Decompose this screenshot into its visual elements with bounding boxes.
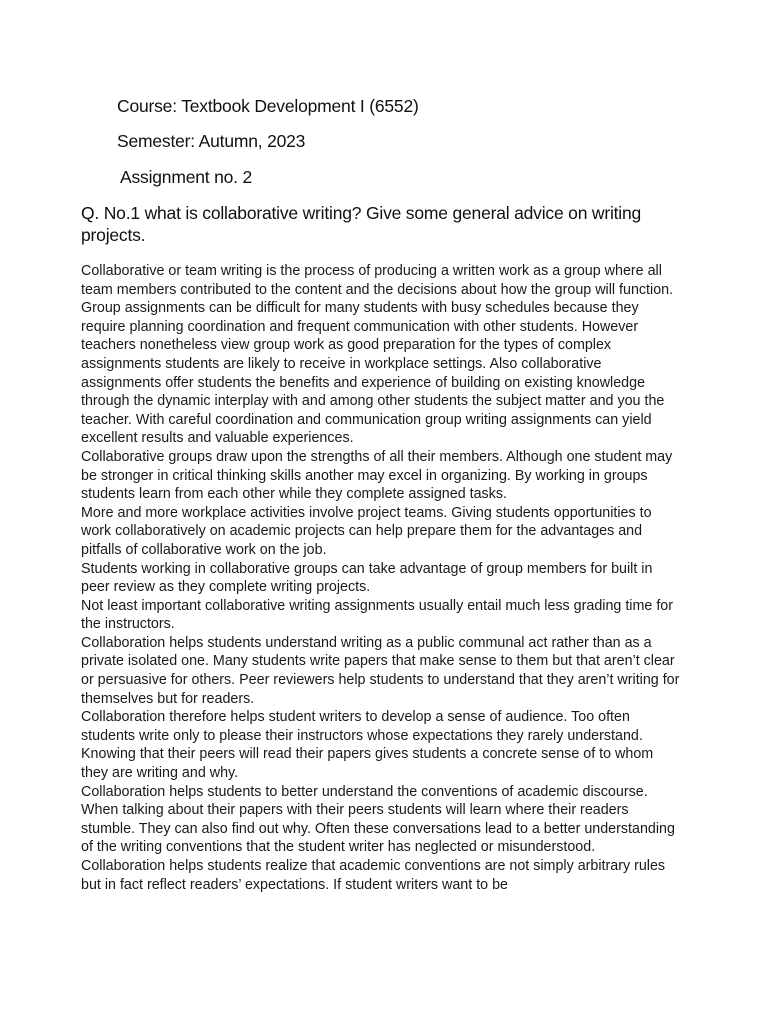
course-title: Course: Textbook Development I (6552) (117, 96, 419, 116)
paragraph: Collaboration helps students to better understand the conventions of academic discourse. When talking about their papers with their peers students will learn where their readers stumble. They can also find out why. Often these conversations lead to a better understanding of the writing conventions that the student writer has neglected or misunderstood. (81, 783, 675, 856)
semester-line: Semester: Autumn, 2023 (117, 131, 306, 151)
paragraph: Collaboration therefore helps student writers to develop a sense of audience. Too often students write only to please their instructors whose expectations they rarely understand. Knowing that their peers will read their papers gives students a concrete sense of to whom they are writing and why. (81, 709, 654, 782)
paragraph: Collaboration helps students realize that academic conventions are not simply arbitrary rules but in fact reflect readers’ expectations. If student writers want to be (81, 858, 666, 893)
assignment-number: Assignment no. 2 (120, 167, 253, 187)
answer-body (81, 262, 681, 894)
paragraph: Collaborative groups draw upon the strengths of all their members. Although one student may be stronger in critical thinking skills another may excel in organizing. By working in groups students learn from each other while they complete assigned tasks. (81, 448, 673, 503)
paragraph: More and more workplace activities involve project teams. Giving students opportunities to work collaboratively on academic projects can help prepare them for the advantages and pitfalls of collaborative work on the job. (81, 504, 652, 558)
paragraph: Students working in collaborative groups can take advantage of group members for built in peer review as they complete writing projects. (81, 560, 653, 596)
paragraph: Not least important collaborative writing assignments usually entail much less grading time for the instructors. (81, 597, 674, 633)
question-heading: Q. No.1 what is collaborative writing? Give some general advice on writing projects. (81, 203, 642, 245)
paragraph: Collaborative or team writing is the process of producing a written work as a group where all team members contributed to the content and the decisions about how the group will function. Group assignments can be difficult for many students with busy schedules because they require planning coordination and frequent communication with other students. However teachers nonetheless view group work as good preparation for the types of complex assignments students are likely to receive in workplace settings. Also collaborative assignments offer students the benefits and experience of building on existing knowledge through the dynamic interplay with and among other students the subject matter and you the teacher. With careful coordination and communication group writing assignments can yield excellent results and valuable experiences. (81, 263, 674, 447)
paragraph: Collaboration helps students understand writing as a public communal act rather than as a private isolated one. Many students write papers that make sense to them but that aren’t clear or persuasive for others. Peer reviewers help students to understand that they aren’t writing for themselves but for readers. (81, 634, 680, 707)
